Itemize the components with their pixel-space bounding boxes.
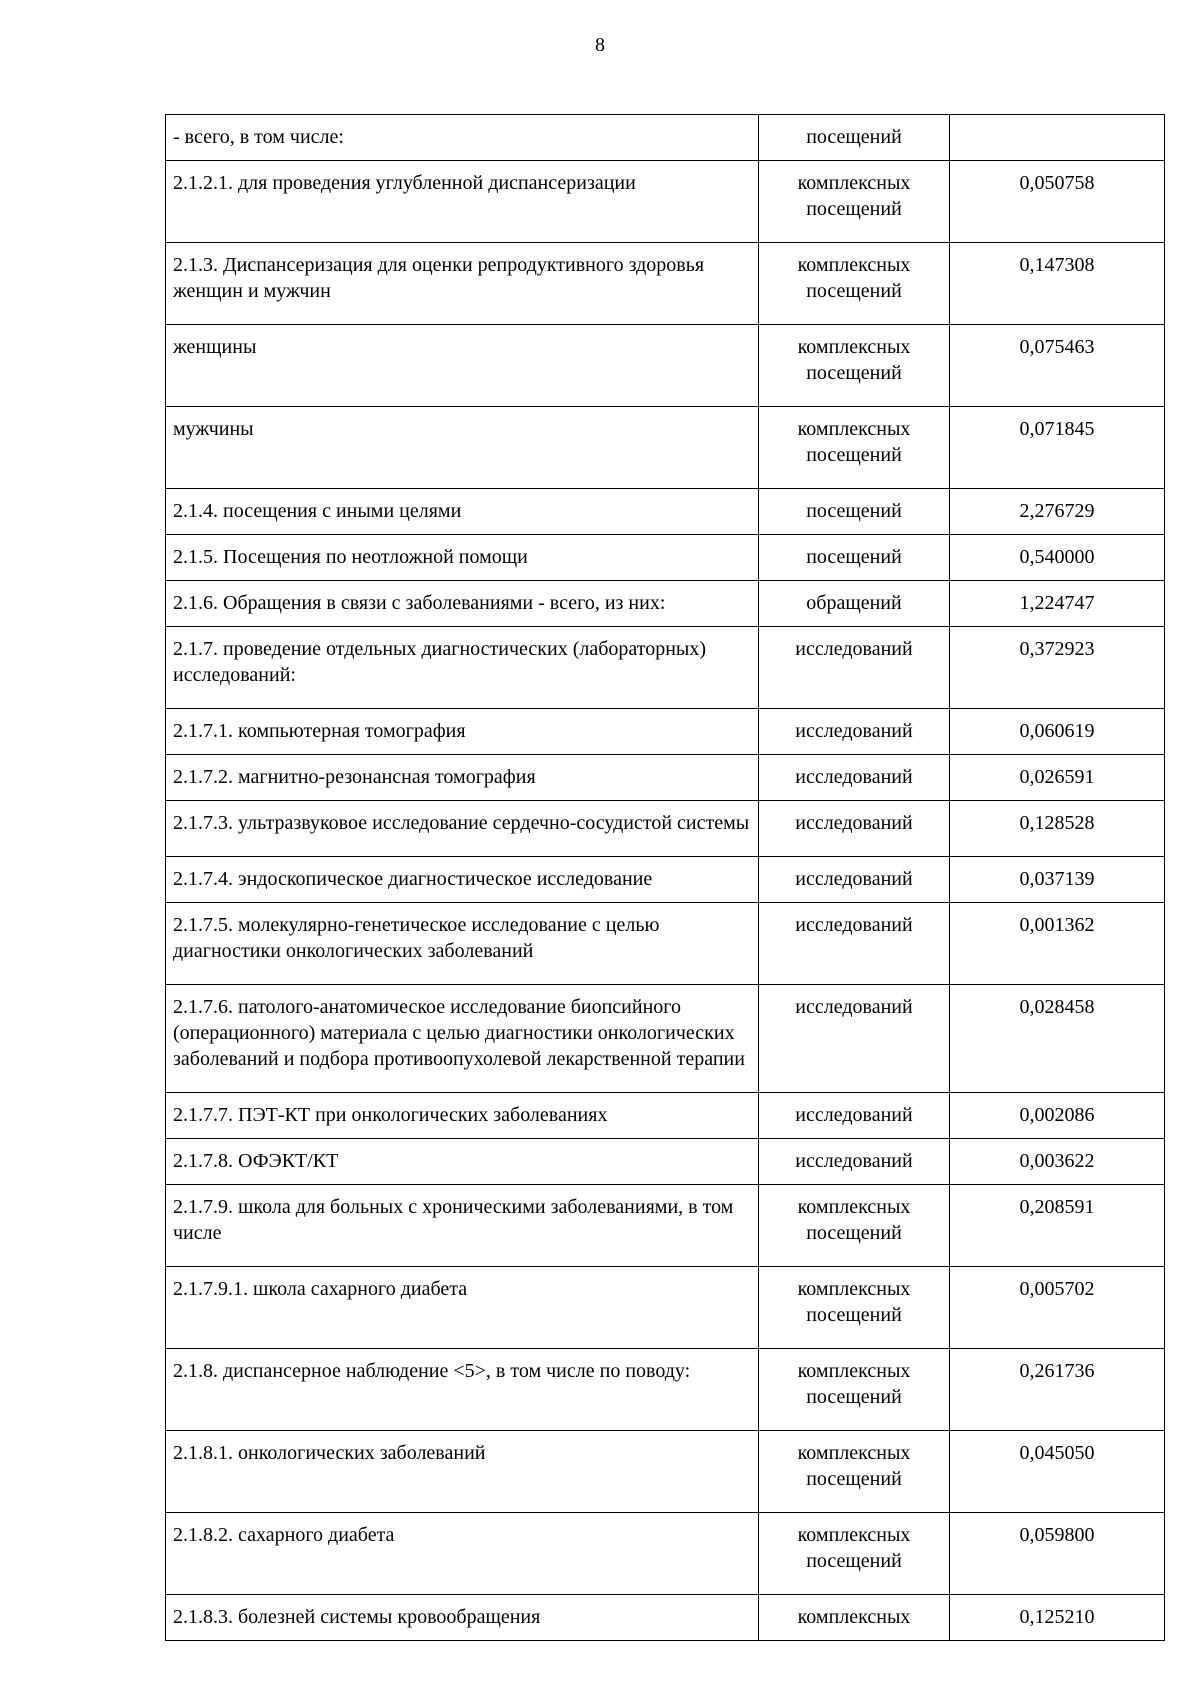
table-row [166,1513,1165,1595]
table-row [166,627,1165,709]
row-name: женщины [166,325,759,407]
row-name: 2.1.7.2. магнитно-резонансная томография [166,755,759,801]
table-row [166,535,1165,581]
table-row [166,1595,1165,1641]
row-value: 0,001362 [950,903,1165,985]
row-value: 2,276729 [950,489,1165,535]
table-row [166,709,1165,755]
row-name: 2.1.7.1. компьютерная томография [166,709,759,755]
row-value: 0,261736 [950,1349,1165,1431]
row-name: 2.1.2.1. для проведения углубленной диспансеризации [166,161,759,243]
row-unit: комплексных посещений [759,243,950,325]
row-unit: исследований [759,857,950,903]
row-unit: посещений [759,535,950,581]
row-name: 2.1.4. посещения с иными целями [166,489,759,535]
row-value: 0,128528 [950,801,1165,857]
table-row [166,161,1165,243]
table-row [166,755,1165,801]
row-value: 0,071845 [950,407,1165,489]
row-unit: исследований [759,627,950,709]
row-unit: исследований [759,709,950,755]
row-name: 2.1.7.4. эндоскопическое диагностическое исследование [166,857,759,903]
row-name: 2.1.7. проведение отдельных диагностических (лабораторных) исследований: [166,627,759,709]
row-name: 2.1.7.6. патолого-анатомическое исследование биопсийного (операционного) материала с целью диагностики онкологических заболеваний и подбора противоопухолевой лекарственной терапии [166,985,759,1093]
row-unit: комплексных посещений [759,1349,950,1431]
row-name: 2.1.8.2. сахарного диабета [166,1513,759,1595]
table-row [166,801,1165,857]
table-row [166,903,1165,985]
row-unit: комплексных посещений [759,407,950,489]
table-row [166,489,1165,535]
row-name: 2.1.7.9.1. школа сахарного диабета [166,1267,759,1349]
row-name: 2.1.7.9. школа для больных с хроническими заболеваниями, в том числе [166,1185,759,1267]
row-name: 2.1.8.1. онкологических заболеваний [166,1431,759,1513]
row-name: - всего, в том числе: [166,115,759,161]
row-value: 0,372923 [950,627,1165,709]
row-unit: исследований [759,1139,950,1185]
row-value: 0,060619 [950,709,1165,755]
row-name: 2.1.3. Диспансеризация для оценки репродуктивного здоровья женщин и мужчин [166,243,759,325]
row-name: мужчины [166,407,759,489]
row-value: 0,050758 [950,161,1165,243]
data-table [165,114,1165,1641]
row-value: 0,045050 [950,1431,1165,1513]
row-unit: посещений [759,115,950,161]
row-value [950,115,1165,161]
table-row [166,1093,1165,1139]
row-value: 0,005702 [950,1267,1165,1349]
row-unit: комплексных посещений [759,1513,950,1595]
row-value: 0,059800 [950,1513,1165,1595]
table-row [166,1185,1165,1267]
row-unit: комплексных посещений [759,1431,950,1513]
row-unit: комплексных [759,1595,950,1641]
row-value: 0,208591 [950,1185,1165,1267]
row-name: 2.1.7.8. ОФЭКТ/КТ [166,1139,759,1185]
row-unit: обращений [759,581,950,627]
row-name: 2.1.8.3. болезней системы кровообращения [166,1595,759,1641]
row-name: 2.1.7.5. молекулярно-генетическое исследование с целью диагностики онкологических заболеваний [166,903,759,985]
row-value: 0,026591 [950,755,1165,801]
table-row [166,243,1165,325]
row-unit: исследований [759,801,950,857]
row-value: 0,075463 [950,325,1165,407]
row-unit: комплексных посещений [759,325,950,407]
page-number: 8 [595,34,605,56]
row-value: 0,540000 [950,535,1165,581]
row-unit: комплексных посещений [759,1185,950,1267]
row-unit: посещений [759,489,950,535]
row-name: 2.1.8. диспансерное наблюдение <5>, в том числе по поводу: [166,1349,759,1431]
row-value: 0,037139 [950,857,1165,903]
row-name: 2.1.5. Посещения по неотложной помощи [166,535,759,581]
row-value: 0,125210 [950,1595,1165,1641]
table-row [166,857,1165,903]
row-unit: исследований [759,1093,950,1139]
table-row [166,1267,1165,1349]
table-row [166,1349,1165,1431]
row-unit: исследований [759,755,950,801]
table-row [166,1431,1165,1513]
row-value: 1,224747 [950,581,1165,627]
row-value: 0,003622 [950,1139,1165,1185]
table-row [166,1139,1165,1185]
row-value: 0,147308 [950,243,1165,325]
row-value: 0,002086 [950,1093,1165,1139]
table-row [166,985,1165,1093]
row-name: 2.1.7.7. ПЭТ-КТ при онкологических заболеваниях [166,1093,759,1139]
table-row [166,581,1165,627]
row-name: 2.1.6. Обращения в связи с заболеваниями - всего, из них: [166,581,759,627]
row-unit: исследований [759,985,950,1093]
row-name: 2.1.7.3. ультразвуковое исследование сердечно-сосудистой системы [166,801,759,857]
row-unit: исследований [759,903,950,985]
table-row [166,115,1165,161]
row-unit: комплексных посещений [759,161,950,243]
table-row [166,325,1165,407]
row-value: 0,028458 [950,985,1165,1093]
row-unit: комплексных посещений [759,1267,950,1349]
table-row [166,407,1165,489]
